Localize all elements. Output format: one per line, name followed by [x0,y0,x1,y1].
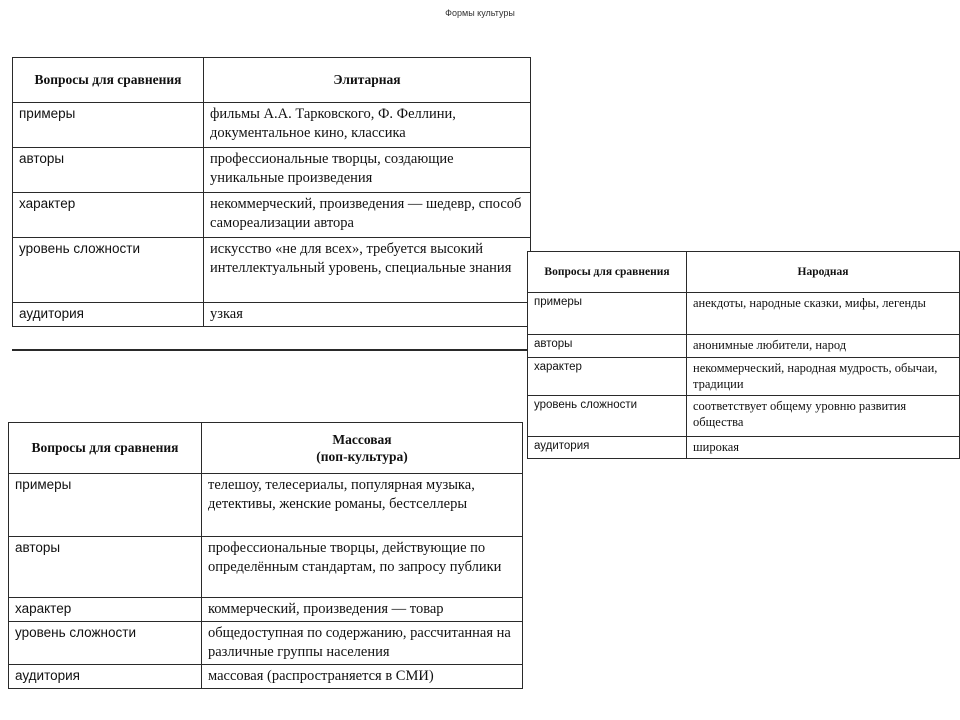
table-row [528,293,960,335]
table-header-row [13,58,531,103]
mass-header-subtitle: (поп-культура) [316,449,408,464]
table-row [9,598,523,622]
table-row [9,665,523,689]
row-question: уровень сложности [13,238,204,303]
mass-header [202,423,523,474]
table-row [528,335,960,358]
table-row [13,148,531,193]
row-question: уровень сложности [9,622,202,665]
row-question: примеры [528,293,687,335]
table-divider-line [12,349,529,351]
questions-header: Вопросы для сравнения [9,423,202,474]
row-answer: широкая [687,437,960,459]
row-question: характер [13,193,204,238]
row-question: авторы [13,148,204,193]
table-row [528,396,960,437]
row-question: авторы [528,335,687,358]
elite-culture-table [12,57,531,327]
row-answer: анонимные любители, народ [687,335,960,358]
table-row [528,437,960,459]
table-row [9,537,523,598]
table-row [9,622,523,665]
table-row [13,193,531,238]
questions-header: Вопросы для сравнения [13,58,204,103]
row-question: аудитория [13,303,204,327]
row-answer: фильмы А.А. Тарковского, Ф. Феллини, документальное кино, классика [204,103,531,148]
table-row [528,358,960,396]
table-header-row [9,423,523,474]
row-answer: анекдоты, народные сказки, мифы, легенды [687,293,960,335]
mass-culture-table [8,422,523,689]
row-answer: общедоступная по содержанию, рассчитанная на различные группы населения [202,622,523,665]
page-title: Формы культуры [445,8,515,18]
row-answer: массовая (распространяется в СМИ) [202,665,523,689]
row-answer: профессиональные творцы, действующие по определённым стандартам, по запросу публики [202,537,523,598]
table-header-row [528,252,960,293]
mass-header-title: Массовая [332,431,392,447]
row-question: аудитория [9,665,202,689]
row-question: примеры [9,474,202,537]
elite-header: Элитарная [204,58,531,103]
row-question: примеры [13,103,204,148]
row-question: уровень сложности [528,396,687,437]
questions-header: Вопросы для сравнения [528,252,687,293]
row-question: характер [9,598,202,622]
table-row [13,303,531,327]
row-answer: искусство «не для всех», требуется высокий интеллектуальный уровень, специальные знания [204,238,531,303]
row-answer: телешоу, телесериалы, популярная музыка, детективы, женские романы, бестселлеры [202,474,523,537]
row-question: характер [528,358,687,396]
row-answer: профессиональные творцы, создающие уникальные произведения [204,148,531,193]
row-answer: соответствует общему уровню развития общества [687,396,960,437]
row-answer: коммерческий, произведения — товар [202,598,523,622]
table-row [13,238,531,303]
row-question: авторы [9,537,202,598]
row-question: аудитория [528,437,687,459]
row-answer: некоммерческий, народная мудрость, обычаи, традиции [687,358,960,396]
table-row [13,103,531,148]
row-answer: некоммерческий, произведения — шедевр, способ самореализации автора [204,193,531,238]
folk-header: Народная [687,252,960,293]
table-row [9,474,523,537]
row-answer: узкая [204,303,531,327]
folk-culture-table [527,251,960,459]
